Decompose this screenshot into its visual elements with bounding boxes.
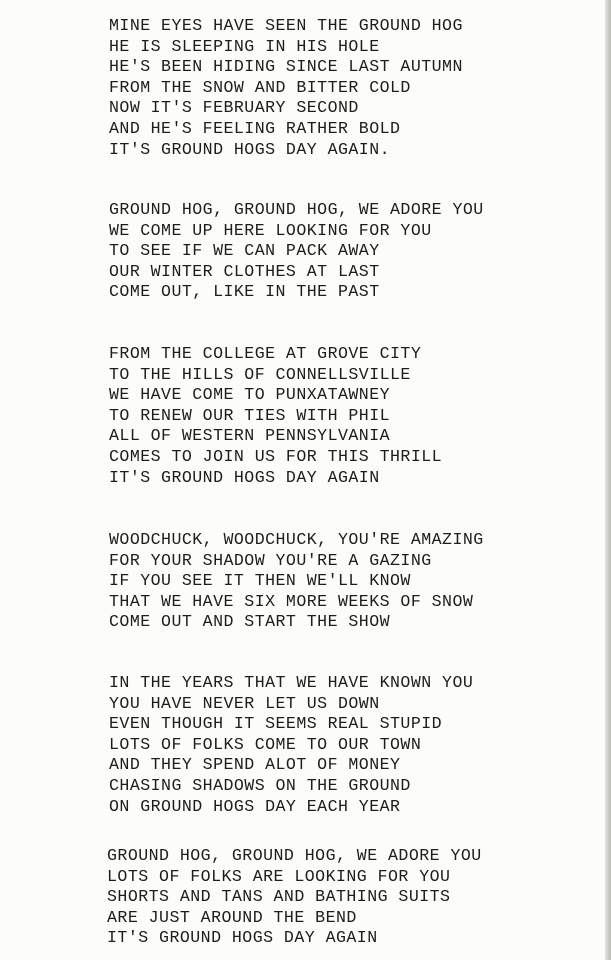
stanza-verse-3 [109, 673, 611, 817]
stanza-verse-2 [109, 344, 611, 488]
lyric-line: AND HE'S FEELING RATHER BOLD [109, 118, 401, 138]
lyric-line: ARE JUST AROUND THE BEND [107, 907, 357, 927]
lyric-line: SHORTS AND TANS AND BATHING SUITS [107, 887, 451, 907]
lyric-line: TO RENEW OUR TIES WITH PHIL [109, 405, 391, 425]
lyric-line: IF YOU SEE IT THEN WE'LL KNOW [109, 571, 411, 591]
lyric-line: THAT WE HAVE SIX MORE WEEKS OF SNOW [109, 591, 474, 611]
lyric-line: HE'S BEEN HIDING SINCE LAST AUTUMN [109, 57, 463, 77]
lyric-line: WE COME UP HERE LOOKING FOR YOU [109, 220, 432, 240]
lyric-line: NOW IT'S FEBRUARY SECOND [109, 98, 359, 118]
lyric-line: IT'S GROUND HOGS DAY AGAIN [109, 467, 380, 487]
lyric-line: GROUND HOG, GROUND HOG, WE ADORE YOU [107, 846, 482, 865]
lyric-line: FROM THE COLLEGE AT GROVE CITY [109, 344, 422, 363]
lyric-line: YOU HAVE NEVER LET US DOWN [109, 693, 380, 713]
lyric-line: CHASING SHADOWS ON THE GROUND [109, 775, 411, 795]
lyric-line: IN THE YEARS THAT WE HAVE KNOWN YOU [109, 673, 474, 692]
lyric-line: ALL OF WESTERN PENNSYLVANIA [109, 426, 391, 446]
lyric-line: COMES TO JOIN US FOR THIS THRILL [109, 446, 443, 466]
paper-edge-shadow [605, 0, 611, 960]
lyric-line: IT'S GROUND HOGS DAY AGAIN [107, 928, 378, 948]
lyric-line: FROM THE SNOW AND BITTER COLD [109, 77, 411, 97]
lyric-line: FOR YOUR SHADOW YOU'RE A GAZING [109, 550, 432, 570]
stanza-verse-1 [109, 16, 611, 160]
lyric-line: OUR WINTER CLOTHES AT LAST [109, 261, 380, 281]
lyric-line: LOTS OF FOLKS ARE LOOKING FOR YOU [107, 866, 451, 886]
lyric-line: ON GROUND HOGS DAY EACH YEAR [109, 796, 401, 816]
stanza-chorus-2 [109, 530, 611, 633]
stanza-chorus-3 [107, 846, 611, 949]
stanza-chorus-1 [109, 200, 611, 303]
lyric-line: TO THE HILLS OF CONNELLSVILLE [109, 364, 411, 384]
lyric-line: COME OUT AND START THE SHOW [109, 612, 391, 632]
lyric-line: AND THEY SPEND ALOT OF MONEY [109, 755, 401, 775]
lyric-line: TO SEE IF WE CAN PACK AWAY [109, 241, 380, 261]
lyric-line: IT'S GROUND HOGS DAY AGAIN. [109, 139, 391, 159]
lyric-line: COME OUT, LIKE IN THE PAST [109, 282, 380, 302]
lyric-line: WE HAVE COME TO PUNXATAWNEY [109, 385, 391, 405]
lyric-line: EVEN THOUGH IT SEEMS REAL STUPID [109, 714, 443, 734]
lyric-line: LOTS OF FOLKS COME TO OUR TOWN [109, 734, 422, 754]
lyric-line: HE IS SLEEPING IN HIS HOLE [109, 36, 380, 56]
lyric-line: WOODCHUCK, WOODCHUCK, YOU'RE AMAZING [109, 530, 484, 549]
lyric-line: MINE EYES HAVE SEEN THE GROUND HOG [109, 16, 463, 35]
lyric-line: GROUND HOG, GROUND HOG, WE ADORE YOU [109, 200, 484, 219]
